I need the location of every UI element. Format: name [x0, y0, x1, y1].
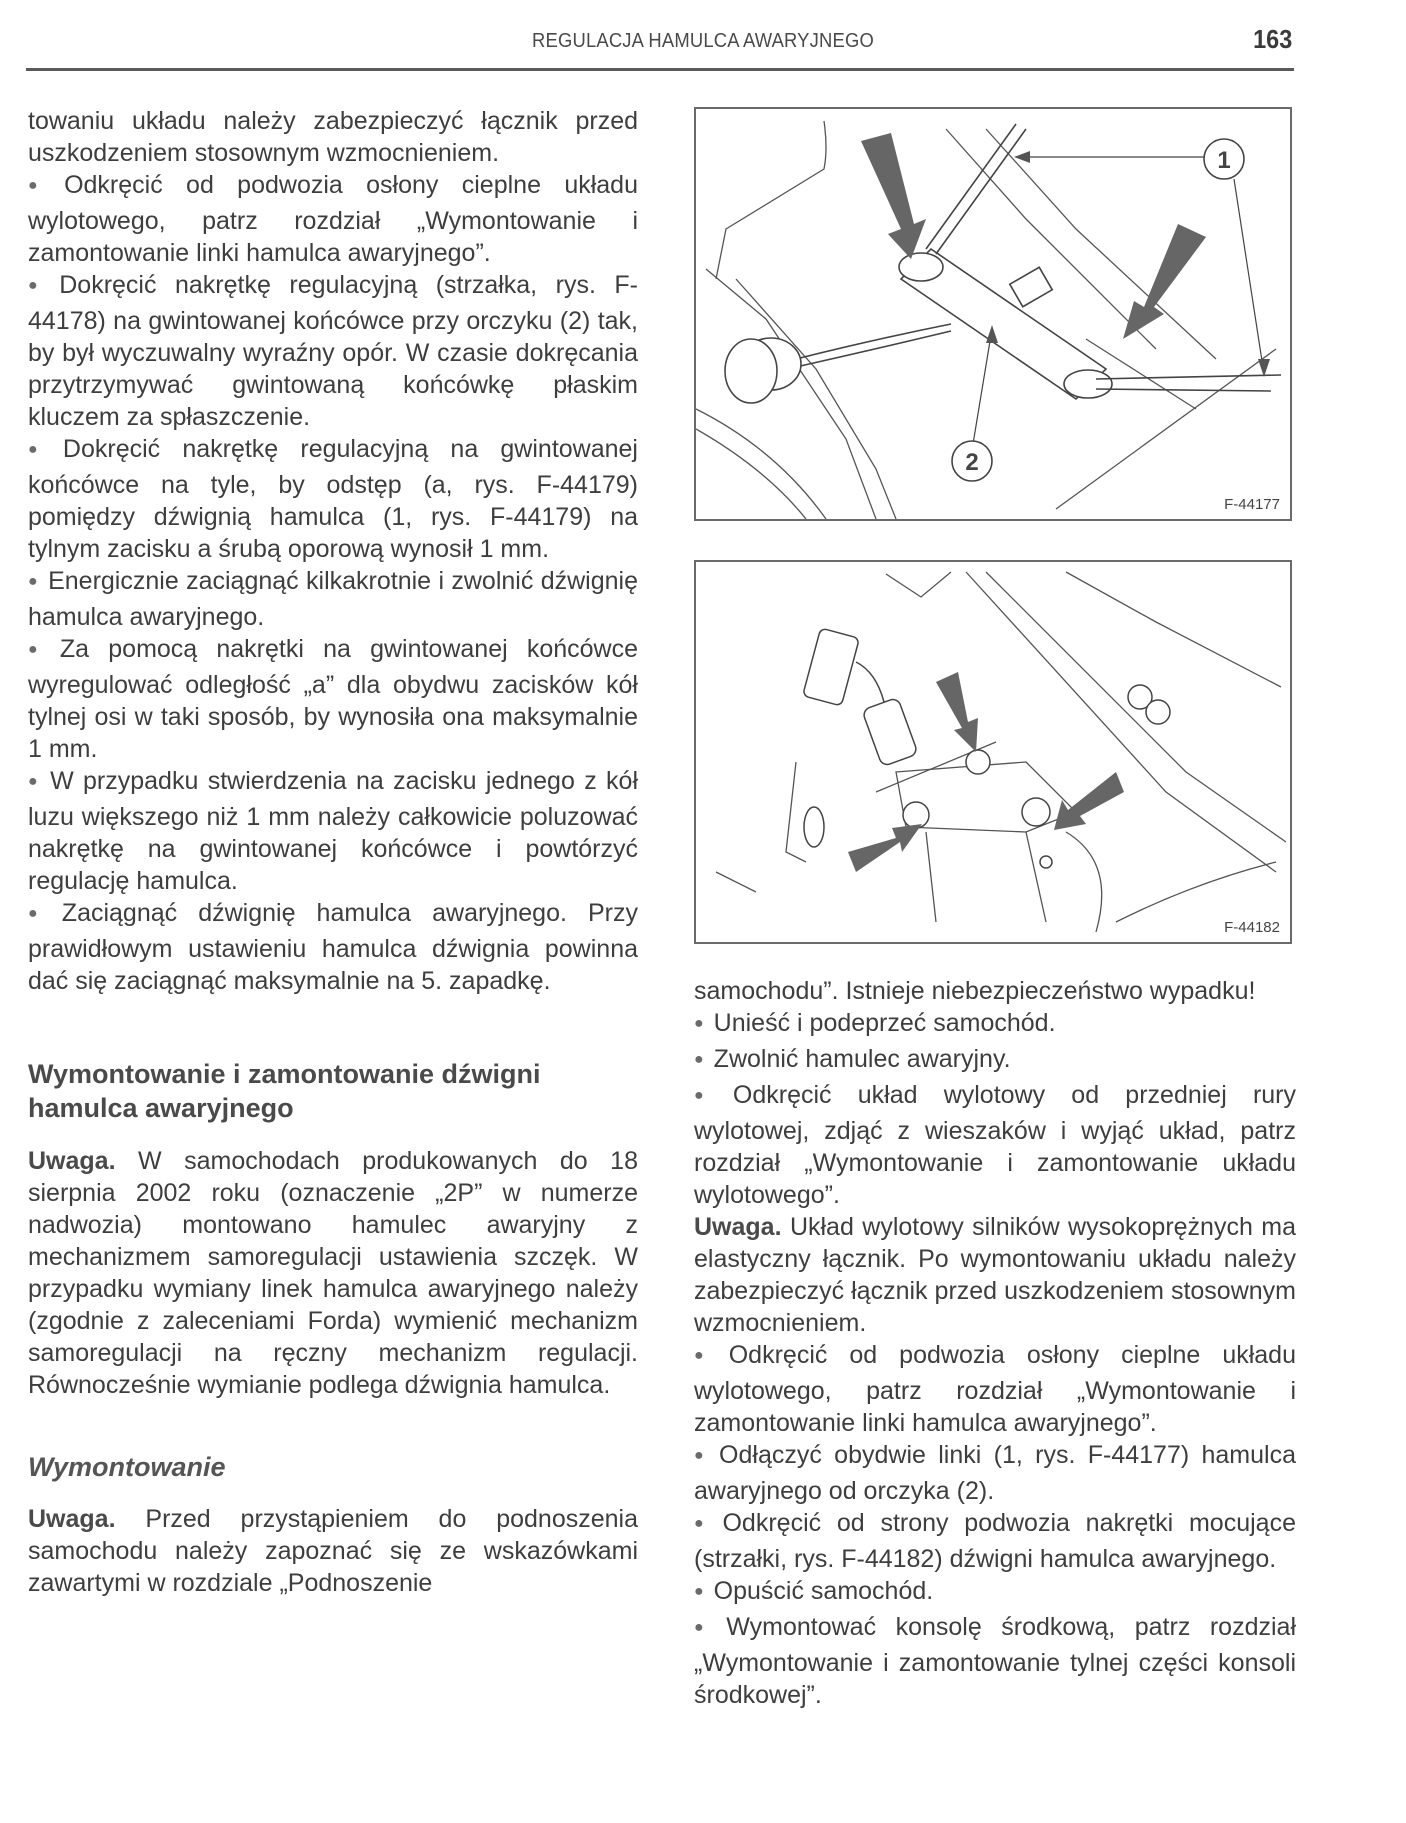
- paragraph: samochodu”. Istnieje niebezpieczeństwo wypadku!: [694, 977, 1256, 1005]
- bullet-item: ● Odkręcić od podwozia osłony cieplne układu wylotowego, patrz rozdział „Wymontowanie i zamontowanie linki hamulca awaryjnego”.: [694, 1339, 1296, 1439]
- running-header: REGULACJA HAMULCA AWARYJNEGO: [532, 30, 874, 52]
- bullet-item: ● Odkręcić od podwozia osłony cieplne układu wylotowego, patrz rozdział „Wymontowanie i zamontowanie linki hamulca awaryjnego”.: [28, 169, 638, 269]
- svg-text:2: 2: [965, 449, 979, 476]
- section-heading: Wymontowanie i zamontowanie dźwigni hamulca awaryjnego: [28, 1059, 541, 1123]
- left-column: [28, 105, 638, 1599]
- bullet-item: ● Odkręcić układ wylotowy od przedniej rury wylotowej, zdjąć z wieszaków i wyjąć układ, patrz rozdział „Wymontowanie i zamontowanie układu wylotowego”.: [694, 1079, 1296, 1211]
- handbrake-mounting-illustration: [696, 562, 1290, 942]
- note-label: Uwaga.: [28, 1147, 116, 1175]
- note-paragraph: [28, 1503, 638, 1599]
- header-rule: [26, 68, 1294, 71]
- svg-text:1: 1: [1217, 147, 1231, 174]
- bullet-item: ● Za pomocą nakrętki na gwintowanej końcówce wyregulować odległość „a” dla obydwu zacisków kół tylnej osi w taki sposób, by wynosiła ona maksymalnie 1 mm.: [28, 633, 638, 765]
- sub-heading: Wymontowanie: [28, 1452, 226, 1482]
- note-text: Układ wylotowy silników wysokoprężnych ma elastyczny łącznik. Po wymontowaniu układu należy zabezpieczyć łącznik przed uszkodzeniem stosownym wzmocnieniem.: [694, 1213, 1296, 1337]
- figure-f44177: [694, 107, 1292, 521]
- figure-code: F-44182: [1224, 919, 1280, 936]
- note-paragraph: [28, 1145, 638, 1401]
- bullet-item: ● Zaciągnąć dźwignię hamulca awaryjnego. Przy prawidłowym ustawieniu hamulca dźwignia powinna dać się zaciągnąć maksymalnie na 5. zapadkę.: [28, 897, 638, 997]
- right-column: [694, 975, 1296, 1711]
- bullet-item: ● Zwolnić hamulec awaryjny.: [694, 1043, 1296, 1079]
- note-label: Uwaga.: [28, 1505, 116, 1533]
- callout-2: [952, 441, 992, 481]
- bullet-item: ● Dokręcić nakrętkę regulacyjną (strzałka, rys. F-44178) na gwintowanej końcówce przy orczyku (2) tak, by był wyczuwalny wyraźny opór. W czasie dokręcania przytrzymywać gwintowaną końcówkę płaskim kluczem za spłaszczenie.: [28, 269, 638, 433]
- figure-code: F-44177: [1224, 496, 1280, 513]
- bullet-item: ● Odkręcić od strony podwozia nakrętki mocujące (strzałki, rys. F-44182) dźwigni hamulca awaryjnego.: [694, 1507, 1296, 1575]
- note-text: Przed przystąpieniem do podnoszenia samochodu należy zapoznać się ze wskazówkami zawartymi w rozdziale „Podnoszenie: [28, 1505, 638, 1597]
- callout-1: [1204, 139, 1244, 179]
- note-label: Uwaga.: [694, 1213, 782, 1241]
- brake-equalizer-illustration: [696, 109, 1290, 519]
- bullet-item: ● Dokręcić nakrętkę regulacyjną na gwintowanej końcówce na tyle, by odstęp (a, rys. F-44179) pomiędzy dźwignią hamulca (1, rys. F-44179) na tylnym zacisku a śrubą oporową wynosił 1 mm.: [28, 433, 638, 565]
- bullet-item: ● Odłączyć obydwie linki (1, rys. F-44177) hamulca awaryjnego od orczyka (2).: [694, 1439, 1296, 1507]
- figure-f44182: [694, 560, 1292, 944]
- bullet-item: ● Opuścić samochód.: [694, 1575, 1296, 1611]
- bullet-item: ● Energicznie zaciągnąć kilkakrotnie i zwolnić dźwignię hamulca awaryjnego.: [28, 565, 638, 633]
- bullet-item: ● W przypadku stwierdzenia na zacisku jednego z kół luzu większego niż 1 mm należy całkowicie poluzować nakrętkę na gwintowanej końcówce i powtórzyć regulację hamulca.: [28, 765, 638, 897]
- note-paragraph: [694, 1211, 1296, 1339]
- page-number: 163: [1252, 24, 1292, 54]
- paragraph: towaniu układu należy zabezpieczyć łącznik przed uszkodzeniem stosownym wzmocnieniem.: [28, 107, 638, 167]
- bullet-item: ● Unieść i podeprzeć samochód.: [694, 1007, 1296, 1043]
- bullet-item: ● Wymontować konsolę środkową, patrz rozdział „Wymontowanie i zamontowanie tylnej części konsoli środkowej”.: [694, 1611, 1296, 1711]
- arrow-icon: [861, 133, 1206, 339]
- note-text: W samochodach produkowanych do 18 sierpnia 2002 roku (oznaczenie „2P” w numerze nadwozia) montowano hamulec awaryjny z mechanizmem samoregulacji ustawienia szczęk. W przypadku wymiany linek hamulca awaryjnego należy (zgodnie z zaleceniami Forda) wymienić mechanizm samoregulacji na ręczny mechanizm regulacji. Równocześnie wymianie podlega dźwignia hamulca.: [28, 1147, 638, 1399]
